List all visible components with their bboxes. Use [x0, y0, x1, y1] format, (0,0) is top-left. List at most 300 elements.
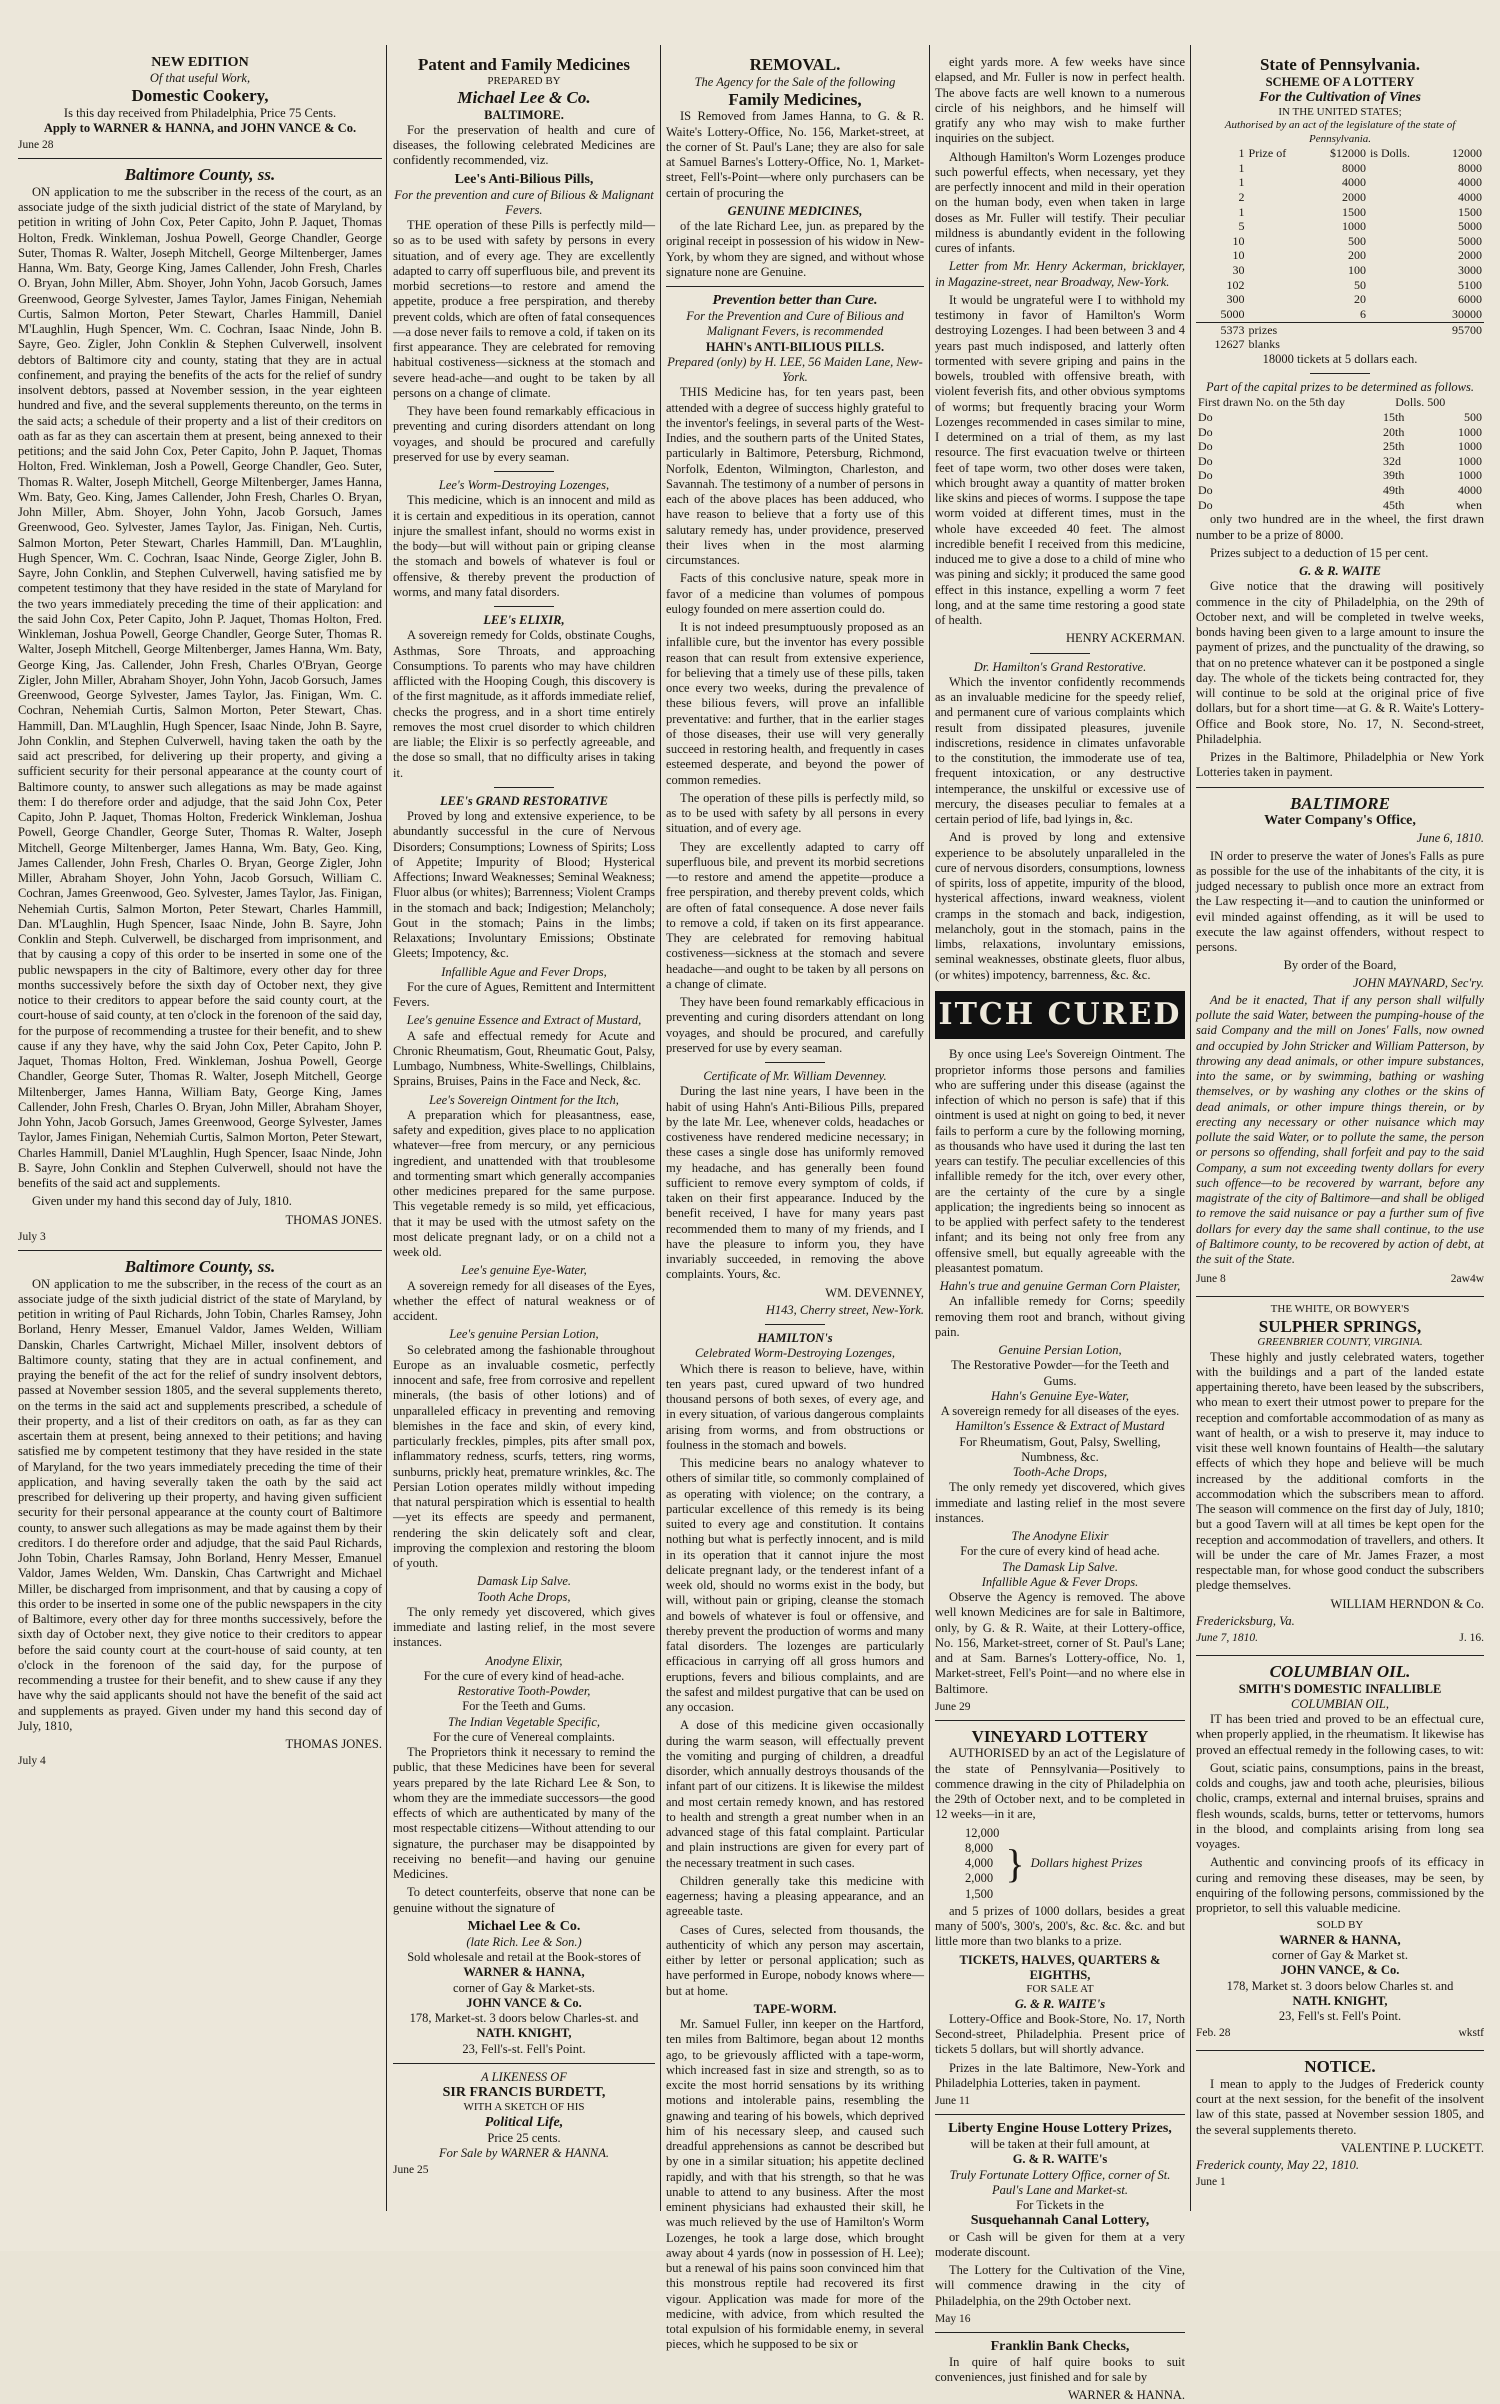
divider: [494, 787, 554, 788]
tickets-line: 18000 tickets at 5 dollars each.: [1262, 351, 1418, 366]
prize-row: [1196, 146, 1484, 161]
divider: [765, 1324, 825, 1325]
engine-body-2: Truly Fortunate Lottery Office, corner of St. Paul's Lane and Market-st.: [949, 2167, 1171, 2197]
divider: [935, 1720, 1185, 1721]
prize-row: [1196, 175, 1484, 190]
worm-title: Lee's Worm-Destroying Lozenges,: [438, 478, 610, 493]
worm-body: This medicine, which is an innocent and mild as it is certain and expeditious in its operation, cannot injure the smallest infant, should no worms exist in the body—but will without pain or griping cleanse the stomach and bowels of whatever is foul or offensive, & thereby prevent the production of worms, and many fatal disorders.: [393, 493, 655, 599]
cookery-head-1: NEW EDITION: [151, 55, 249, 70]
drawn-cell: Do: [1198, 483, 1213, 498]
prize-cell: 1: [1238, 160, 1245, 175]
burdett-2: SIR FRANCIS BURDETT,: [442, 2085, 606, 2101]
prize-cell: [1368, 205, 1433, 220]
prize-cell: 102: [1226, 277, 1245, 292]
essence-body: A safe and effectual remedy for Acute and Chronic Rheumatism, Gout, Rheumatic Gout, Palsy, Lumbago, Numbness, White-Swellings, Chilblains, Sprains, Bruises, Pains in the Face and Neck, &c.: [393, 1028, 656, 1089]
prize-cell: 2: [1238, 189, 1245, 204]
tooth-body: The only remedy yet discovered, which gives immediate and lasting relief in the most severe instances.: [935, 1480, 1185, 1525]
drawn-cell: 500: [1464, 409, 1482, 424]
oil-body: IT has been tried and proved to be an effectual cure, when properly applied, in the rheumatism. It likewise has proved an effectual remedy in the following cases, to wit:: [1196, 1712, 1484, 1757]
certificate-signature: WM. DEVENNEY,: [825, 1285, 924, 1300]
divider: [1196, 1296, 1484, 1297]
burdett-1: A LIKENESS OF: [481, 2069, 567, 2084]
prize-row: [1196, 161, 1484, 176]
medicines-head: Patent and Family Medicines: [417, 55, 630, 74]
water-signature: JOHN MAYNARD, Sec'ry.: [1352, 975, 1484, 990]
prize-cell: 1500: [1458, 204, 1482, 219]
pills-sub: For the prevention and cure of Bilious & Malignant Fevers.: [394, 187, 654, 217]
prevention-title: Prevention better than Cure.: [712, 293, 878, 309]
cookery-date: June 28: [18, 139, 54, 152]
divider: [666, 286, 924, 287]
tooth-title: Tooth-Ache Drops,: [1012, 1465, 1108, 1480]
engine-title: Liberty Engine House Lottery Prizes,: [948, 2121, 1172, 2137]
scheme-4: Authorised by an act of the legislature of the state of Pennsylvania.: [1224, 119, 1456, 145]
for-sale-at: FOR SALE AT: [1026, 1983, 1094, 1996]
certificate-title: Certificate of Mr. William Devenney.: [703, 1069, 887, 1084]
springs-body: These highly and justly celebrated waters, together with the buildings and a part of the landed estate appertaining thereto, have been leased by the subscribers, who mean to exert their utmost power to prepare for the reception and comfortable accommodation of as many as want of health, or a wish to preserve it, may induce to visit these well known fountains of Health—the salutary effects of which they hope and believe will be much increased by the additional comforts in the accommodation which the subscribers mean to afford. The season will commence on the first day of July, 1810; but a good Tavern will at all times be kept open for the reception and accommodation of travellers, and others. It will be under the care of Mr. James Frazer, a most respectable man, for whose good conduct the subscribers pledge themselves.: [1196, 1349, 1484, 1593]
springs-code: J. 16.: [1459, 1632, 1484, 1645]
tapeworm-title: TAPE-WORM.: [753, 2001, 837, 2016]
removal-sub: The Agency for the Sale of the following: [694, 74, 896, 89]
prize-total-cell: [1308, 322, 1367, 337]
column-3: [666, 55, 924, 2352]
prize-amount: 1,500: [965, 1886, 994, 1901]
drawn-cell: 20th: [1383, 424, 1405, 439]
powder-title: Restorative Tooth-Powder,: [457, 1684, 591, 1699]
drawn-row: [1196, 410, 1484, 425]
vineyard-body: AUTHORISED by an act of the Legislature of the state of Pennsylvania—Positively to commence drawing in the city of Philadelphia on the 29th of October next, and to be completed in 12 weeks—in it are,: [935, 1746, 1185, 1822]
springs-title-2: SULPHER SPRINGS,: [1258, 1316, 1422, 1336]
springs-title-1: THE WHITE, OR BOWYER'S: [1270, 1303, 1410, 1316]
lotion-title: Genuine Persian Lotion,: [998, 1343, 1122, 1358]
prize-cell: 200: [1347, 248, 1366, 263]
hamilton-title: HAMILTON's: [757, 1331, 833, 1346]
oil-store-2-address: 178, Market st. 3 doors below Charles st. and: [1226, 1978, 1454, 1993]
county1-body: ON application to me the subscriber in the recess of the court, as an associate judge of the sixth judicial district of the state of Maryland, by petition in writing of John Cox, Peter Capito, John P. Jaquet, Thomas Holton, Fredk. Winkleman, Joshua Powell, George Chandler, George Suter, Thomas R. Walter, Joseph Mitchell, George Miltenberger, James Hanna, Wm. Baty, George King, James Callender, John Fresh, Charles O. Bryan, John Miller, Abm. Shoyer, John Yohn, Jacob Gorsuch, James Greenwood, George Sylvester, James Taylor, James Finigan, Nehemiah Curtis, Salmon Morton, Peter Stewart, Charles Hammill, Daniel M'Laughlin, Hugh Spencer, Wm. C. Cochran, Isaac Ninde, John B. Sayre, Geo. Zigler, John Conklin & Stephen Culverwell, insolvent debtors of Baltimore city and county, stating that they are in actual confinement, and praying the benefits of the acts for the relief of sundry insolvent debtors, passed at November session, in the year eighteen hundred and five, and the several supplements thereunto, on the terms in the said acts; a schedule of their property and a list of their creditors on oath as far as they can ascertain them at present, being annexed to their petitions; and the said John Cox, Peter Capito, John P. Jaquet, Thomas Holton, Fred. Winkleman, Josh a Powell, George Chandler, Geo. Suter, Thomas R. Walter, Joseph Mitchell, George Miltenberger, James Hanna, Wm. Baty, Geo. King, James Callender, John Fresh, Charles O. Bryan, John Miller, Abm. Shoyer, John Yohn, Jacob Gorsuch, James Greenwood, Geo. Sylvester, James Taylor, Jas. Finigan, Neh. Curtis, Salmon Morton, Peter Stewart, Charles Hammill, Dan. M'Laughlin, Hugh Spencer, Wm. C. Cochran, Isaac Ninde, George Zigler, John B. Sayre, John Conklin, and Stephen Culverwell, having satisfied me by competent testimony that they have resided in the state of Maryland for the two years immediately preceding the time of their application: and the said John Cox, Peter Capito, John P. Jaquet, Thomas Holton, Fred. Winkleman, Joshua Powell, George Chandler, George Suter, Thomas R. Walter, Joseph Mitchell, George Miltenberger, James Hanna, Wm. Baty, George King, Jas. Callender, John Fresh, Charles O'Bryan, George Zigler, John Miller, Abraham Shoyer, John Yohn, Jacob Gorsuch, James Greenwood, George Sylvester, James Taylor, Jas. Finigan, Wm. C. Cochran, Nehemiah Curtis, Salmon Morton, Peter Stewart, Chas. Hammill, Dan. M'Laughlin, Hugh Spencer, Isaac Ninde, John B. Sayre, John Conklin, and Stephen Culverwell, having taken the oath by the said act prescribed, for delivering up their property, and giving a sufficient security for their personal appearance at the county court of Baltimore county, to answer such allegations as may be made against them: I do therefore order and adjudge, that the said John Cox, Peter Capito, John P. Jaquet, Thomas Holton, Frederick Winkleman, Joshua Powell, George Chandler, George Suter, Thomas R. Walter, Joseph Mitchell, George Miltenberger, James Hanna, Wm. Baty, Geo. King, James Callender, John Fresh, Charles O. Bryan, George Zigler, John Miller, Abraham Shoyer, John Yohn, Jacob Gorsuch, William C. Cochran, James Greenwood, Geo. Sylvester, James Taylor, Jas. Finigan, Nehemiah Curtis, Salmon Morton, Peter Stewart, Charles Hammill, Dan. M'Laughlin, Hugh Spencer, Isaac Ninde, John B. Sayre, John Conklin and Steph. Culverwell, be discharged from imprisonment, and that by causing a copy of this order to be inserted in some one of the public newspapers in the city of Baltimore, every other day for three months successively before the sixth day of October next, they give notice to their creditors to appear before the said county court, at the court-house of said county, at ten o'clock in the forenoon of the said day, for the purpose of recommending a trustee for their benefit, and to shew cause if any they have, why the said John Cox, Peter Capito, John P. Jaquet, Thomas Holton, Fred. Winkleman, Joshua Powell, George Chandler, George Suter, Thomas R. Walter, Joseph Mitchell, George Miltenberger, James Hanna, William Baty, George King, James Callender, John Fresh, Charles O. Bryan, John Miller, Abraham Shoyer, John Yohn, Jacob Gorsuch, James Greenwood, George Sylvester, James Taylor, James Finigan, Nehemiah Curtis, Salmon Morton, Peter Stewart, Charles Hammill, Daniel M'Laughlin, Hugh Spencer, Isaac Ninde, John B. Sayre, John Conklin and Stephen Culverwell, should not have the benefits of the said act and supplements.: [18, 184, 382, 1191]
prize-cell: 3000: [1458, 263, 1482, 278]
sold-at: Sold wholesale and retail at the Book-stores of: [407, 1950, 641, 1965]
prize-cell: 5: [1238, 219, 1245, 234]
prepared-by: PREPARED BY: [487, 74, 561, 87]
bank-title: Franklin Bank Checks,: [990, 2338, 1130, 2354]
pills-title: Lee's Anti-Bilious Pills,: [454, 171, 594, 187]
county1-title: Baltimore County, ss.: [124, 165, 276, 185]
water-date: June 6, 1810.: [1416, 831, 1484, 846]
drawn-cell: First drawn No. on the 5th day: [1198, 395, 1345, 410]
tooth-title: Tooth Ache Drops,: [477, 1589, 571, 1604]
genuine-body: of the late Richard Lee, jun. as prepared by the original receipt in possession of his widow in New-York, by whom they are signed, and without whose signature none are Genuine.: [666, 219, 924, 279]
tooth-body: The only remedy yet discovered, which gives immediate and lasting relief, in the most severe instances.: [393, 1604, 655, 1650]
burdett-date: June 25: [393, 2164, 429, 2177]
brace-icon: }: [1005, 1840, 1025, 1886]
lotion-body: So celebrated among the fashionable throughout Europe as an invaluable cosmetic, perfectly innocent and safe, free from corrosive and repellent minerals, (the basis of other lotions) and of unparalleled efficacy in preventing and removing blemishes in the face and skin, of every kind, particularly freckles, pimples, pits after small pox, inflammatory redness, scurfs, tetters, ring worms, sunburns, prickly heat, premature wrinkles, &c. The Persian Lotion operates mildly without impeding that natural perspiration which is essential to health—yet its effects are speedy and permanent, rendering the skin delicately soft and clear, improving the complexion and restoring the bloom of youth.: [393, 1342, 655, 1571]
hamilton-body-3: A dose of this medicine given occasionally during the warm season, will effectually prevent the vomiting and purging of children, a dreadful disorder, which annually destroys thousands of the infant part of our citizens. It is likewise the mildest and most certain remedy known, and has restored to health and strength a great number when in an advanced stage of this fatal complaint. Particular and plain instructions are given for every part of the necessary treatment in such cases.: [666, 1718, 924, 1870]
vineyard-title: VINEYARD LOTTERY: [971, 1726, 1149, 1746]
drawn-cell: Do: [1198, 468, 1213, 483]
prize-cell: [1247, 205, 1309, 220]
itch-body: By once using Lee's Sovereign Ointment. The proprietor informs those persons and families who are suffering under this disease (against the infection of which no person is safe) that if this ointment is used at night on going to bed, it never fails to perform a cure by the following morning, as thousands who have used it during the last ten years can testify. The peculiar excellencies of this infallible remedy for the itch, over every other, are the certainty of the cure by a single application; the ingredients being so innocent as to be applied with perfect safety to the tenderest infant; and its being not only free from any offensive smell, but equally agreeable with the pleasantest pomatum.: [935, 1047, 1185, 1275]
prize-cell: [1247, 292, 1309, 307]
prize-cell: [1368, 190, 1433, 205]
prize-total-cell: [1368, 322, 1433, 337]
tickets-head: TICKETS, HALVES, QUARTERS & EIGHTHS,: [959, 1952, 1161, 1982]
oil-code: wkstf: [1458, 2027, 1484, 2040]
store-1: WARNER & HANNA,: [463, 1965, 585, 1980]
drawn-cell: 4000: [1458, 483, 1482, 498]
prize-cell: 8000: [1458, 160, 1482, 175]
prize-cell: $12000: [1329, 146, 1366, 161]
counterfeits-note: To detect counterfeits, observe that none can be genuine without the signature of: [393, 1885, 655, 1915]
prize-row: [1196, 219, 1484, 234]
ackerman-body: It would be ungrateful were I to withhold my testimony in favor of Hamilton's Worm destroying Lozenges. I had been between 3 and 4 years past much indisposed, and latterly often tormented with severe griping and pains in the bowels, troubled with offensive breath, with violent feverish fits, and other obvious symptoms of worms; but frequently bracing your Worm Lozenges recommended in cases similar to mine, I determined on a trial of them, as my last resource. The first evacuation twelve or thirteen feet of tape worm, two other doses were taken, which brought away a quantity of matter broken like skins and pieces of worms. I suppose the tape worm voided at different times, must in the whole have exceeded 40 feet. The almost incredible benefit I received from this medicine, induced me to give a dose to a child of mine who was pining and sickly; it produced the same good effect in this instance, expelling a worm 7 feet long, and at the same time restoring a good state of health.: [935, 292, 1185, 627]
prize-cell: 1: [1238, 204, 1245, 219]
scheme-2: For the Cultivation of Vines: [1259, 89, 1421, 105]
prize-cell: 6000: [1458, 292, 1482, 307]
cookery-text: Is this day received from Philadelphia, Price 75 Cents.: [63, 105, 337, 120]
prize-total-row: [1196, 322, 1484, 337]
oil-sub: SMITH'S DOMESTIC INFALLIBLE: [1238, 1681, 1442, 1696]
prize-cell: [1247, 248, 1309, 263]
prize-amount: 8,000: [965, 1840, 994, 1855]
store-2-address: 178, Market-st. 3 doors below Charles-st. and: [409, 2011, 639, 2026]
certificate-address: H143, Cherry street, New-York.: [765, 1302, 924, 1317]
prize-cell: 12000: [1452, 146, 1482, 161]
lip-title: The Damask Lip Salve.: [1002, 1559, 1118, 1574]
ackerman-signature: HENRY ACKERMAN.: [1066, 631, 1185, 646]
oil-footer: [1196, 2024, 1484, 2044]
burdett-3: WITH A SKETCH OF HIS: [463, 2101, 585, 2114]
oil-date: Feb. 28: [1196, 2027, 1231, 2040]
restorative-body-2: And is proved by long and extensive experience to be absolutely unparalleled in the cure of nervous disorders, consumptions, lowness of spirits, loss of appetite, impurity of the blood, hysterical affections, inward weakness, violent cramps in the stomach and back, indigestion, melancholy, gout in the stomach, pains in the limbs, relaxations, involuntary emissions, seminal weaknesses, obstinate gleets, fluor albus, (or whites) impotency, barrenness, &c. &c.: [935, 830, 1185, 982]
county2-body: ON application to me the subscriber, in the recess of the court as an associate judge of the sixth judicial district of the state of Maryland, by petition in writing of Paul Richards, John Tobin, Charles Ramsey, John Borland, Henry Messer, Emanuel Valdor, James Welden, William Danskin, Charles Cartwright, Michael Miller, insolvent debtors of Baltimore county, stating that they are in actual confinement, and praying the benefit of the act for the relief of sundry insolvent debtors, passed at November session 1805, and the several supplements thereto, on the terms in the said act and supplements prescribed, a schedule of their property, and a list of their creditors on oath, as far as they can ascertain them at present, being annexed to their petitions; and having satisfied me by competent testimony that they have resided in the state of Maryland, for the two years immediately preceding the time of their application, and having severally taken the oath by the said act prescribed for delivering up their property, and having given sufficient security for their personal appearance at the county court of Baltimore county, to answer such allegations as may be made against them by their creditors. I do therefore order and adjudge, that the said Paul Richards, John Tobin, Charles Ramsay, John Borland, Henry Messer, Emanuel Valdor, James Welden, Wm. Danskin, Chas Cartwright and Michael Miller, be discharged from imprisonment, and that by causing a copy of this order to be inserted in some one of the public newspapers in the city of Baltimore, every other day for three months successively, before the sixth day of October next, they give notice to their creditors to appear before the said county court at the court-house of said county, at ten o'clock in the forenoon of the said day, for the purpose of recommending a trustee for their benefit, and to shew cause if any they have why the said applicants should not have the benefit of the said act and supplements as prayed. Given under my hand this second day of July, 1810,: [18, 1276, 382, 1733]
bank-signature: WARNER & HANNA.: [1067, 2388, 1185, 2403]
specific-body: For the cure of Venereal complaints.: [433, 1729, 615, 1744]
divider: [1196, 1655, 1484, 1656]
engine-body: will be taken at their full amount, at: [970, 2137, 1150, 2152]
oil-store-3-address: 23, Fell's st. Fell's Point.: [1278, 2009, 1402, 2024]
burdett-5: Price 25 cents.: [487, 2130, 561, 2145]
county1-date: July 3: [18, 1230, 46, 1243]
blanks-cell: blanks: [1248, 337, 1280, 352]
anodyne-title: The Anodyne Elixir: [1011, 1529, 1109, 1544]
elixir-title: LEE's ELIXIR,: [483, 613, 565, 628]
divider: [935, 2114, 1185, 2115]
oil-store-2: JOHN VANCE, & Co.: [1280, 1963, 1400, 1978]
ackerman-letter: Letter from Mr. Henry Ackerman, bricklayer, in Magazine-street, near Broadway, New-York.: [935, 259, 1185, 289]
waite-body-2: Prizes in the Baltimore, Philadelphia or New York Lotteries taken in payment.: [1196, 750, 1484, 780]
notice-signature: VALENTINE P. LUCKETT.: [1340, 2140, 1484, 2155]
oil-body-2: Gout, sciatic pains, consumptions, pains in the breast, colds and coughs, jaw and tooth ache, pleurisies, bilious cholic, cramps, external and internal bruises, sprains and flesh wounds, scalds, burns, tetter or tettervoms, humors in the blood, and complaints arising from long sea voyages.: [1196, 1760, 1484, 1852]
prize-cell: 300: [1226, 292, 1245, 307]
prize-cell: [1368, 248, 1433, 263]
prize-cell: [1247, 161, 1309, 176]
drawn-cell: 1000: [1458, 424, 1482, 439]
blanks-row: [1196, 337, 1484, 352]
prize-cell: 1000: [1341, 219, 1366, 234]
fuller-continued: eight yards more. A few weeks have since elapsed, and Mr. Fuller is now in perfect health. The above facts are well known to a numerous circle of his neighbors, and he himself will gratify any who may wish to make further inquiries on the subject.: [935, 55, 1185, 146]
prize-cell: [1368, 278, 1433, 293]
engine-body-3: For Tickets in the: [1016, 2198, 1104, 2213]
specific-title: The Indian Vegetable Specific,: [447, 1714, 601, 1729]
county2-title: Baltimore County, ss.: [124, 1256, 276, 1276]
susquehannah-body-2: The Lottery for the Cultivation of the Vine, will commence drawing in the city of Philadelphia, on the 29th October next.: [935, 2263, 1185, 2308]
grand-title: LEE's GRAND RESTORATIVE: [440, 793, 608, 808]
divider: [1196, 2050, 1484, 2051]
notice-body: I mean to apply to the Judges of Frederick county court at the next session, for the benefit of the insolvent law of this state, passed at November session 1805, and the several supplements thereto.: [1196, 2076, 1484, 2137]
mustard-body: For Rheumatism, Gout, Palsy, Swelling, Numbness, &c.: [959, 1434, 1161, 1464]
prize-cell: 8000: [1341, 160, 1366, 175]
prize-row: [1196, 292, 1484, 307]
prize-cell: [1368, 263, 1433, 278]
divider: [1310, 373, 1370, 374]
itch-title: Lee's Sovereign Ointment for the Itch,: [429, 1092, 619, 1107]
prize-cell: 5000: [1458, 233, 1482, 248]
maker-name: Michael Lee & Co.: [457, 87, 591, 107]
prize-row: [1196, 248, 1484, 263]
prize-cell: [1247, 234, 1309, 249]
column-rule: [386, 45, 387, 2211]
springs-place: Fredericksburg, Va.: [1196, 1613, 1295, 1628]
drawn-cell: 45th: [1383, 497, 1405, 512]
prize-cell: 1: [1238, 146, 1245, 161]
oil-store-1: WARNER & HANNA,: [1279, 1932, 1401, 1947]
oil-sold: SOLD BY: [1316, 1919, 1364, 1932]
divider: [494, 606, 554, 607]
cookery-apply: Apply to WARNER & HANNA, and JOHN VANCE & Co.: [43, 121, 357, 136]
agency-note: Observe the Agency is removed. The above well known Medicines are for sale in Baltimore, only, by G. & R. Waite, at their Lottery-office, No. 156, Market-street, corner of St. Paul's Lane; and at Sam. Barnes's Lottery-office, No. 1, Market-street, Fell's Point—and no where else in Baltimore.: [935, 1590, 1185, 1696]
ague-title: Infallible Ague & Fever Drops.: [981, 1574, 1139, 1589]
eye-body: A sovereign remedy for all diseases of the eyes.: [940, 1404, 1180, 1419]
prize-cell: [1247, 219, 1309, 234]
prize-row: [1196, 190, 1484, 205]
prevention-sub: For the Prevention and Cure of Bilious and Malignant Fevers, is recommended: [686, 309, 904, 339]
prize-cell: [1368, 175, 1433, 190]
prize-cell: [1368, 292, 1433, 307]
burdett-6: For Sale by WARNER & HANNA.: [439, 2146, 609, 2161]
eye-title: Hahn's Genuine Eye-Water,: [991, 1388, 1129, 1403]
susquehannah-body: or Cash will be given for them at a very moderate discount.: [935, 2229, 1185, 2259]
scheme-3: IN THE UNITED STATES;: [1278, 105, 1402, 118]
lotion-body: The Restorative Powder—for the Teeth and Gums.: [951, 1358, 1169, 1388]
prize-amount: 4,000: [965, 1856, 994, 1871]
prize-cell: [1368, 219, 1433, 234]
hamilton-body-2: This medicine bears no analogy whatever to others of similar title, so commonly complained of as operating with violence; on the contrary, a particular excellence of this remedy is its being suited to every age and constitution. It contains nothing but what is perfectly innocent, and is mild in its operation that it cannot injure the most delicate pregnant lady, or the tenderest infant of a week old, should no worms exist in the body, but will, without pain or griping, cleanse the stomach and bowels of whatever is foul or offensive, and thereby prevent the production of worms and many fatal disorders. The lozenges are particularly efficacious in carrying off all gross humors and eruptions, fevers and bilious complaints, and are the safest and mildest purgative that can be used on any occasion.: [666, 1456, 924, 1715]
prize-cell: is Dolls.: [1369, 146, 1410, 161]
divider: [935, 2332, 1185, 2333]
prize-row: [1196, 307, 1484, 322]
oil-sub-2: COLUMBIAN OIL,: [1291, 1696, 1389, 1711]
waite-name: G. & R. WAITE's: [1014, 1996, 1106, 2011]
springs-footer: [1196, 1629, 1484, 1649]
drawn-row: [1196, 468, 1484, 483]
certificate-body: During the last nine years, I have been in the habit of using Hahn's Anti-Bilious Pills, prepared by the late Mr. Lee, whenever colds, headaches or costiveness have rendered medicine necessary; in these cases a single dose has uniformly removed my headache, and has generally been found sufficient to remove every symptom of colds, if taken on their first appearance. Induced by the benefit received, I have for many years past recommended them to many of my friends, and I have the pleasure to inform you, they have invariably succeeded, in removing the above complaints. Yours, &c.: [666, 1084, 924, 1282]
oil-body-3: Authentic and convincing proofs of its efficacy in curing and removing these diseases, may be seen, by enquiring of the following persons, commissioned by the proprietor, to sell this valuable medicine.: [1196, 1855, 1484, 1916]
plaster-body: An infallible remedy for Corns; speedily removing them root and branch, without giving pain.: [935, 1294, 1185, 1339]
divider: [494, 471, 554, 472]
vineyard-body-2: and 5 prizes of 1000 dollars, besides a great many of 500's, 300's, 200's, &c. &c. &c. and but little more than two blanks to a prize.: [935, 1903, 1185, 1949]
lotion-title: Lee's genuine Persian Lotion,: [449, 1327, 599, 1342]
store-3-address: 23, Fell's-st. Fell's Point.: [462, 2041, 586, 2056]
column-1: [18, 55, 382, 2206]
prize-cell: 500: [1347, 233, 1366, 248]
medicines-intro: For the preservation of health and cure of diseases, the following celebrated Medicines are confidently recommended, viz.: [393, 122, 655, 168]
prize-cell: 2000: [1341, 189, 1366, 204]
itch-body: A preparation which for pleasantness, ease, safety and expedition, gives place to no application whatever—free from mercury, or any pernicious ingredient, and unattended with that troublesome and tormenting smart which generally accompanies other medicines prepared for the same purpose. This vegetable remedy is so mild, yet efficacious, that it may be used with the utmost safety on the most delicate pregnant lady, or on a child not a week old.: [393, 1107, 655, 1260]
anodyne-title: Anodyne Elixir,: [485, 1653, 563, 1668]
divider: [393, 2063, 655, 2064]
prize-cell: [1247, 278, 1309, 293]
prize-cell: 4000: [1458, 175, 1482, 190]
drawn-cell: 49th: [1383, 483, 1405, 498]
drawn-cell: 25th: [1383, 439, 1405, 454]
waite-body: Give notice that the drawing will positively commence in the city of Philadelphia, on the 29th of October next, and will be completed in twelve weeks, bonds having been given to a large amount to insure the payment of prizes, and the punctuality of the drawing, so that on no pretence whatever can it be postponed a single day. The whole of the tickets being contracted for, they will continue to be sold at the original price of five dollars, but for a short time—at G. & R. Waite's Lottery-Office and Book store, No. 17, N. Second-street, Philadelphia.: [1196, 579, 1484, 746]
hamilton-body-4: Children generally take this medicine with eagerness; having a pleasing appearance, and an agreeable taste.: [666, 1873, 924, 1919]
column-rule: [1190, 45, 1191, 2211]
ague-title: Infallible Ague and Fever Drops,: [441, 964, 607, 979]
water-date-2: June 8: [1196, 1273, 1226, 1286]
column-rule: [929, 45, 930, 2211]
waite-body-2: Prizes in the late Baltimore, New-York and Philadelphia Lotteries, taken in payment.: [935, 2060, 1185, 2090]
hahn-body: THIS Medicine has, for ten years past, been attended with a degree of success highly grateful to the inventor's feelings, in several parts of the West-Indies, and the southern parts of the United States, particularly in Baltimore, Petersburg, Richmond, Norfolk, Edenton, Wilmington, Charleston, and Savannah. The testimony of a number of persons in each of the above places has been adduced, who have reason to believe that a forty use of this salutary remedy has, under providence, preserved their lives when in the most alarming circumstances.: [666, 385, 924, 568]
itch-cured-banner: ITCH CURED: [935, 991, 1185, 1040]
prize-cell: 20: [1353, 292, 1366, 307]
prize-cell: [1247, 307, 1309, 322]
mustard-title: Hamilton's Essence & Extract of Mustard: [955, 1419, 1165, 1434]
pills-body: THE operation of these Pills is perfectly mild—so as to be used with safety by persons in every situation, and of every age. They are excellently adapted to carry off superfluous bile, and prevent its morbid secretions—to restore and amend the appetite, produce a free perspiration, and thereby prevent colds, which are often of fatal consequences—a dose never fails to remove a cold, if taken on its first appearance. They are celebrated for removing habitual costiveness—sickness at the stomach and severe head-ache—and ought to be taken by all persons on a change of climate.: [393, 218, 655, 400]
drawn-row: [1196, 498, 1484, 513]
prize-cell: 1500: [1341, 204, 1366, 219]
divider: [765, 1062, 825, 1063]
hamilton-body: Which there is reason to believe, have, within ten years past, cured upward of two hundred thousand persons of both sexes, of every age, and in every situation, of various dangerous complaints arising from worms, and from obstructions or foulness in the stomach and bowels.: [666, 1361, 924, 1452]
prize-cell: [1247, 175, 1309, 190]
eye-body: A sovereign remedy for all diseases of the Eyes, whether the effect of natural weakness or of accident.: [393, 1278, 655, 1324]
pills-body-2: They have been found remarkably efficacious in preventing and curing disorders attendant on long voyages, and should be procured and carefully preserved for use by every seaman.: [393, 404, 655, 464]
column-5: [1196, 55, 1484, 2206]
drawn-table: [1196, 395, 1484, 512]
vineyard-prizes: [965, 1826, 1185, 1902]
removal-title: REMOVAL.: [749, 55, 841, 74]
hahn-body-6: They have been found remarkably efficacious in preventing and curing disorders attendant on long voyages, and should be procured, and carefully preserved for use by every seaman.: [666, 995, 924, 1055]
waite-body: Lottery-Office and Book-Store, No. 17, North Second-street, Philadelphia. Present price of tickets 5 dollars, but will shortly advance.: [935, 2011, 1185, 2057]
maker-city: BALTIMORE.: [484, 107, 564, 122]
drawn-cell: 1000: [1458, 439, 1482, 454]
prize-cell: 10: [1232, 248, 1245, 263]
prize-cell: [1247, 263, 1309, 278]
burdett-4: Political Life,: [484, 2114, 564, 2130]
water-sub: Water Company's Office,: [1264, 813, 1416, 829]
column-rule: [660, 45, 661, 2211]
county1-given: Given under my hand this second day of July, 1810.: [32, 1194, 292, 1209]
prize-cell: 10: [1232, 233, 1245, 248]
proprietors-note: The Proprietors think it necessary to remind the public, that these Medicines have been for several years prepared by the late Richard Lee & Son, to whom they are the immediate successors—the good effects of which are authenticated by many of the most respectable citizens—Without attending to our signature, the purchaser may be disappointed by receiving no benefit—and having our genuine Medicines.: [393, 1745, 655, 1882]
hahn-body-5: They are excellently adapted to carry off superfluous bile, and prevent its morbid secretions—to restore and amend the appetite—produce a free perspiration, and thereby prevent colds, which are often of fatal consequence. A dose never fails to remove a cold, if taken on its first appearance. They are celebrated for removing habitual costiveness—sickness at the stomach and severe headache—and ought to be taken by all persons on a change of climate.: [666, 839, 924, 991]
notice-place: Frederick county, May 22, 1810.: [1196, 2158, 1360, 2173]
water-footer: [1196, 1270, 1484, 1290]
prize-label: Dollars highest Prizes: [1030, 1856, 1143, 1871]
prize-cell: 6: [1359, 306, 1366, 321]
divider: [18, 158, 382, 159]
cookery-head-3: Domestic Cookery,: [131, 86, 269, 106]
removal-head: Family Medicines,: [728, 89, 862, 109]
prize-row: [1196, 205, 1484, 220]
water-law: And be it enacted, That if any person shall wilfully pollute the said Water, between the pumping-house of the said Company and the mill on Jones' Falls, now owned and occupied by John Stricker and William Patterson, by throwing any dead animals, or other impure substances, into the same, or by swimming, bathing or washing themselves, or by washing any clothes or the skins of dead animals, or other impure things therein, or by erecting any necessary or other nuisance which may pollute the said Water, or to pollute the same, the person or persons so offending, shall forfeit and pay to the said Company, a sum not exceeding twenty dollars for every such offence—to be recovered by warrant, before any magistrate of the city of Baltimore—and shall be obliged to remove the said nuisance or pay a further sum of five dollars for every day the same shall continue, to the use of Baltimore county, to be recovered by action of debt, at the suit of the State.: [1196, 992, 1484, 1266]
prize-cell: [1368, 307, 1433, 322]
prize-cell: [1247, 190, 1309, 205]
powder-body: For the Teeth and Gums.: [462, 1699, 586, 1714]
prize-cell: 30: [1232, 263, 1245, 278]
drawn-row: [1196, 454, 1484, 469]
plaster-title: Hahn's true and genuine German Corn Plaister,: [939, 1279, 1181, 1294]
prize-table: [1196, 146, 1484, 352]
drawn-cell: 1000: [1458, 468, 1482, 483]
susquehannah-date: May 16: [935, 2312, 971, 2325]
anodyne-body: For the cure of every kind of head ache.: [960, 1544, 1160, 1559]
removal-body: IS Removed from James Hanna, to G. & R. Waite's Lottery-Office, No. 156, Market-street, at the corner of St. Paul's Lane; they are also for sale at Samuel Barnes's Lottery-Office, No. 1, Market-street, Fell's-Point—where only purchasers can be certain of procuring the: [666, 109, 924, 200]
blanks-cell: 12627: [1214, 337, 1245, 352]
drawn-cell: Do: [1198, 453, 1213, 468]
prize-amount: 12,000: [965, 1825, 1000, 1840]
drawn-cell: Do: [1198, 439, 1213, 454]
drawn-row: [1196, 483, 1484, 498]
prize-cell: 4000: [1458, 189, 1482, 204]
susquehannah-title: Susquehannah Canal Lottery,: [970, 2213, 1150, 2229]
notice-date: June 1: [1196, 2176, 1226, 2189]
prize-cell: 5000: [1220, 306, 1245, 321]
signature-name: Michael Lee & Co.: [467, 1918, 581, 1934]
prize-amount: 2,000: [965, 1871, 994, 1886]
prize-total-cell: 5373: [1196, 322, 1247, 337]
county2-signature: THOMAS JONES.: [285, 1737, 382, 1752]
prize-cell: 50: [1353, 277, 1366, 292]
drawn-row: [1196, 439, 1484, 454]
eye-title: Lee's genuine Eye-Water,: [461, 1263, 587, 1278]
drawn-note: only two hundred are in the wheel, the first drawn number to be a prize of 8000.: [1196, 512, 1484, 542]
restorative-title: Dr. Hamilton's Grand Restorative.: [973, 659, 1147, 674]
waite-signature: G. & R. WAITE: [1299, 564, 1381, 579]
store-3: NATH. KNIGHT,: [476, 2026, 572, 2041]
springs-title-3: GREENBRIER COUNTY, VIRGINIA.: [1257, 1336, 1423, 1349]
scheme-1: SCHEME OF A LOTTERY: [1265, 74, 1415, 89]
divider: [18, 1250, 382, 1251]
waite-date: June 11: [935, 2095, 971, 2108]
hamilton-body-5: Cases of Cures, selected from thousands, the authenticity of which any person may ascertain, either by letter or personal application; such as have performed in Europe, nobody knows where—but at home.: [666, 1922, 924, 1998]
prize-row: [1196, 278, 1484, 293]
cookery-head-2: Of that useful Work,: [149, 71, 251, 86]
prize-total-cell: 95700: [1433, 322, 1484, 337]
signature-late: (late Rich. Lee & Son.): [466, 1934, 582, 1949]
elixir-body: A sovereign remedy for Colds, obstinate Coughs, Asthmas, Sore Throats, and approaching Consumptions. To parents who may have children afflicted with the Hooping Cough, this discovery is of the first magnitude, as it affords immediate relief, checks the progress, and in a short time entirely removes the most cruel disorder to which children are liable; the Elixir is so perfectly agreeable, and the dose so small, that no difficulty arises in taking it.: [393, 628, 655, 780]
anodyne-body: For the cure of every kind of head-ache.: [423, 1668, 625, 1683]
oil-store-3: NATH. KNIGHT,: [1292, 1993, 1388, 2008]
hahn-body-4: The operation of these pills is perfectly mild, so as to be used with safety by all persons in every situation, and of every age.: [666, 790, 924, 836]
genuine-title: GENUINE MEDICINES,: [727, 203, 863, 218]
notice-title: NOTICE.: [1304, 2057, 1376, 2077]
drawn-cell: 15th: [1383, 409, 1405, 424]
store-2: JOHN VANCE & Co.: [466, 1995, 582, 2010]
grand-body: Proved by long and extensive experience, to be abundantly successful in the cure of Nervous Disorders; Consumptions; Lowness of Spirits; Loss of Appetite; Impurity of Blood; Hysterical Affections; Inward Weaknesses; Seminal Weakness; Fluor albus (or whites); Barrenness; Violent Cramps in the stomach and back; Indigestion; Melancholy; Gout in the stomach; Pains in the limbs; Relaxations; Involuntary Emissions; Obstinate Gleets; Impotency, &c.: [393, 809, 655, 961]
prize-cell: 5000: [1458, 219, 1482, 234]
drawn-cell: Do: [1198, 409, 1213, 424]
drawn-cell: 39th: [1383, 468, 1405, 483]
springs-date: June 7, 1810.: [1196, 1632, 1258, 1645]
prize-cell: 4000: [1341, 175, 1366, 190]
prize-cell: 30000: [1452, 306, 1482, 321]
divider: [1030, 653, 1090, 654]
state-title: State of Pennsylvania.: [1259, 55, 1421, 74]
ague-body: For the cure of Agues, Remittent and Intermittent Fevers.: [393, 979, 655, 1010]
drawn-cell: Do: [1198, 424, 1213, 439]
salve-title: Damask Lip Salve.: [476, 1574, 572, 1589]
